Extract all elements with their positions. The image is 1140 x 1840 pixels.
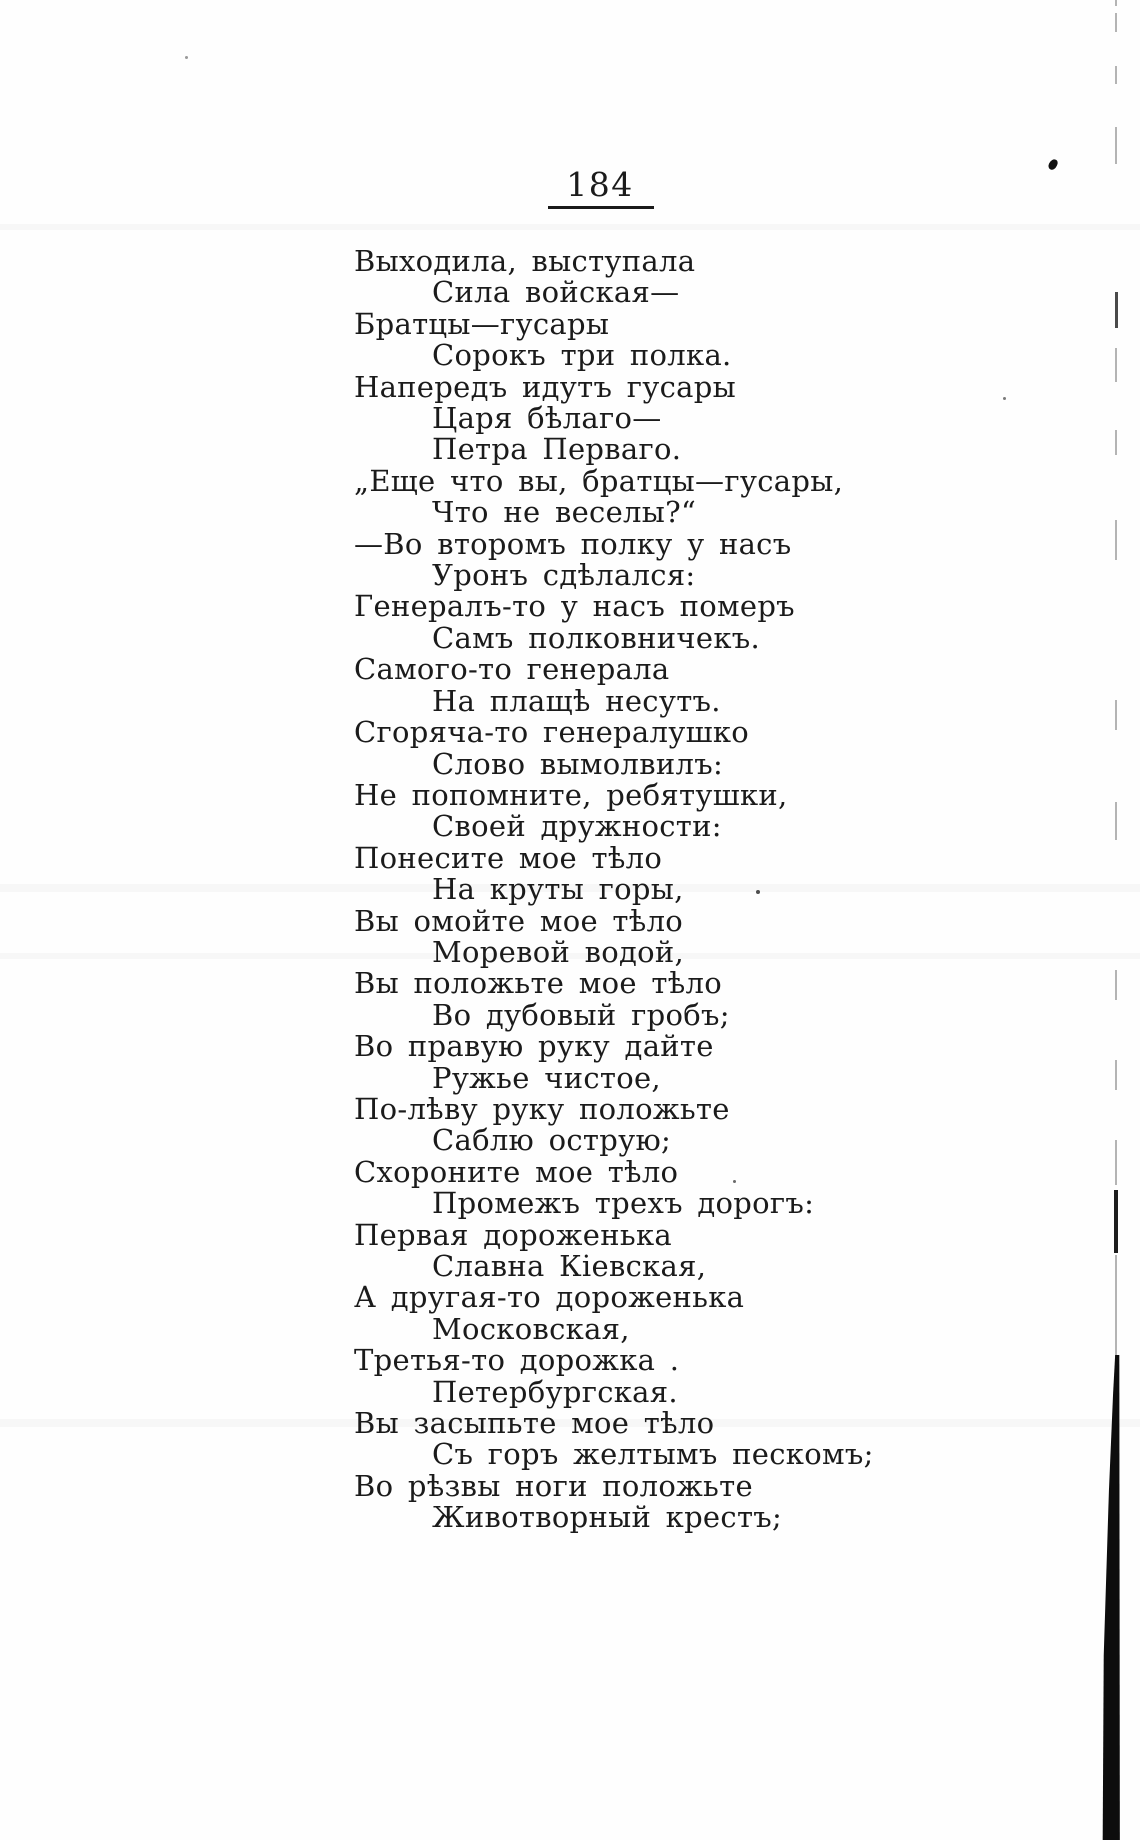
poem-line: Ружье чистое,: [432, 1060, 661, 1095]
poem-line: Уронъ сдѣлался:: [432, 558, 696, 593]
binding-edge-dash: [1115, 970, 1117, 1000]
poem-line: Вы засыпьте мое тѣло: [354, 1406, 715, 1441]
poem-line: Братцы—гусары: [354, 306, 610, 341]
poem-line: Промежъ трехъ дорогъ:: [432, 1186, 815, 1221]
poem-line: Животворный крестъ;: [432, 1500, 783, 1535]
poem-line: Петра Перваго.: [432, 432, 682, 467]
poem-line: „Еще что вы, братцы—гусары,: [354, 463, 844, 498]
poem-line: Во правую руку дайте: [354, 1029, 714, 1064]
poem: [354, 246, 914, 1534]
poem-line: Московская,: [432, 1311, 630, 1346]
binding-edge-dash: [1115, 292, 1118, 328]
binding-edge-dash: [1115, 1060, 1117, 1090]
poem-line: Самого-то генерала: [354, 652, 670, 687]
binding-edge-dash: [1115, 1255, 1117, 1360]
poem-line: Своей дружности:: [432, 809, 722, 844]
poem-line: Самъ полковничекъ.: [432, 620, 761, 655]
poem-line: Во дубовый гробъ;: [432, 997, 730, 1032]
poem-line: Славна Кіевская,: [432, 1249, 707, 1283]
poem-line: По-лѣву руку положьте: [354, 1091, 730, 1126]
binding-edge-dash: [1115, 1140, 1117, 1185]
poem-line: —Во второмъ полку у насъ: [354, 526, 792, 561]
poem-line: Генералъ-то у насъ померъ: [354, 589, 795, 624]
poem-line: Первая дороженька: [354, 1217, 672, 1252]
binding-edge-dash: [1115, 430, 1117, 455]
poem-line: На круты горы,: [432, 872, 684, 907]
binding-edge-dash: [1115, 13, 1117, 32]
binding-edge-dash: [1115, 348, 1117, 382]
poem-line: Съ горъ желтымъ пескомъ;: [432, 1437, 874, 1472]
poem-line: А другая-то дороженька: [354, 1280, 745, 1315]
binding-edge-dash: [1115, 66, 1117, 84]
poem-line: Сила войская—: [432, 275, 680, 310]
ink-speck: [733, 1180, 736, 1183]
poem-line: Царя бѣлаго—: [432, 401, 662, 436]
binding-edge-dash: [1115, 0, 1117, 6]
poem-line: Вы положьте мое тѣло: [354, 966, 722, 1001]
scan-artifact-band: [0, 224, 1140, 230]
poem-line: Понесите мое тѣло: [354, 840, 663, 875]
ink-speck: [756, 890, 760, 894]
poem-line: На плащѣ несутъ.: [432, 683, 721, 718]
page-number: 184: [566, 165, 634, 204]
poem-line: Третья-то дорожка .: [354, 1343, 680, 1378]
binding-edge-dash: [1115, 127, 1117, 164]
poem-line: Моревой водой,: [432, 934, 685, 969]
poem-line: Выходила, выступала: [354, 244, 696, 278]
poem-line: Схороните мое тѣло: [354, 1154, 679, 1189]
poem-line: Петербургская.: [432, 1374, 678, 1409]
poem-line: Не попомните, ребятушки,: [354, 777, 788, 812]
poem-line: Вы омойте мое тѣло: [354, 903, 684, 938]
poem-line: Саблю острую;: [432, 1123, 672, 1158]
ink-speck: [1003, 397, 1006, 400]
ink-blot: [1047, 158, 1059, 171]
poem-line: Сорокъ три полка.: [432, 338, 732, 373]
ink-speck: [185, 56, 188, 59]
binding-edge-blot: [1114, 1190, 1118, 1253]
binding-shadow: [1098, 1355, 1124, 1840]
poem-line: Сгоряча-то генералушко: [354, 715, 750, 750]
poem-line: Что не веселы?“: [432, 495, 697, 530]
poem-line: Напередъ идутъ гусары: [354, 369, 737, 404]
poem-line: Слово вымолвилъ:: [432, 746, 724, 781]
binding-edge-dash: [1115, 802, 1117, 840]
binding-edge-dash: [1115, 520, 1117, 560]
page-number-rule: [548, 206, 654, 209]
poem-line: Во рѣзвы ноги положьте: [354, 1468, 753, 1503]
binding-edge-dash: [1115, 700, 1117, 730]
